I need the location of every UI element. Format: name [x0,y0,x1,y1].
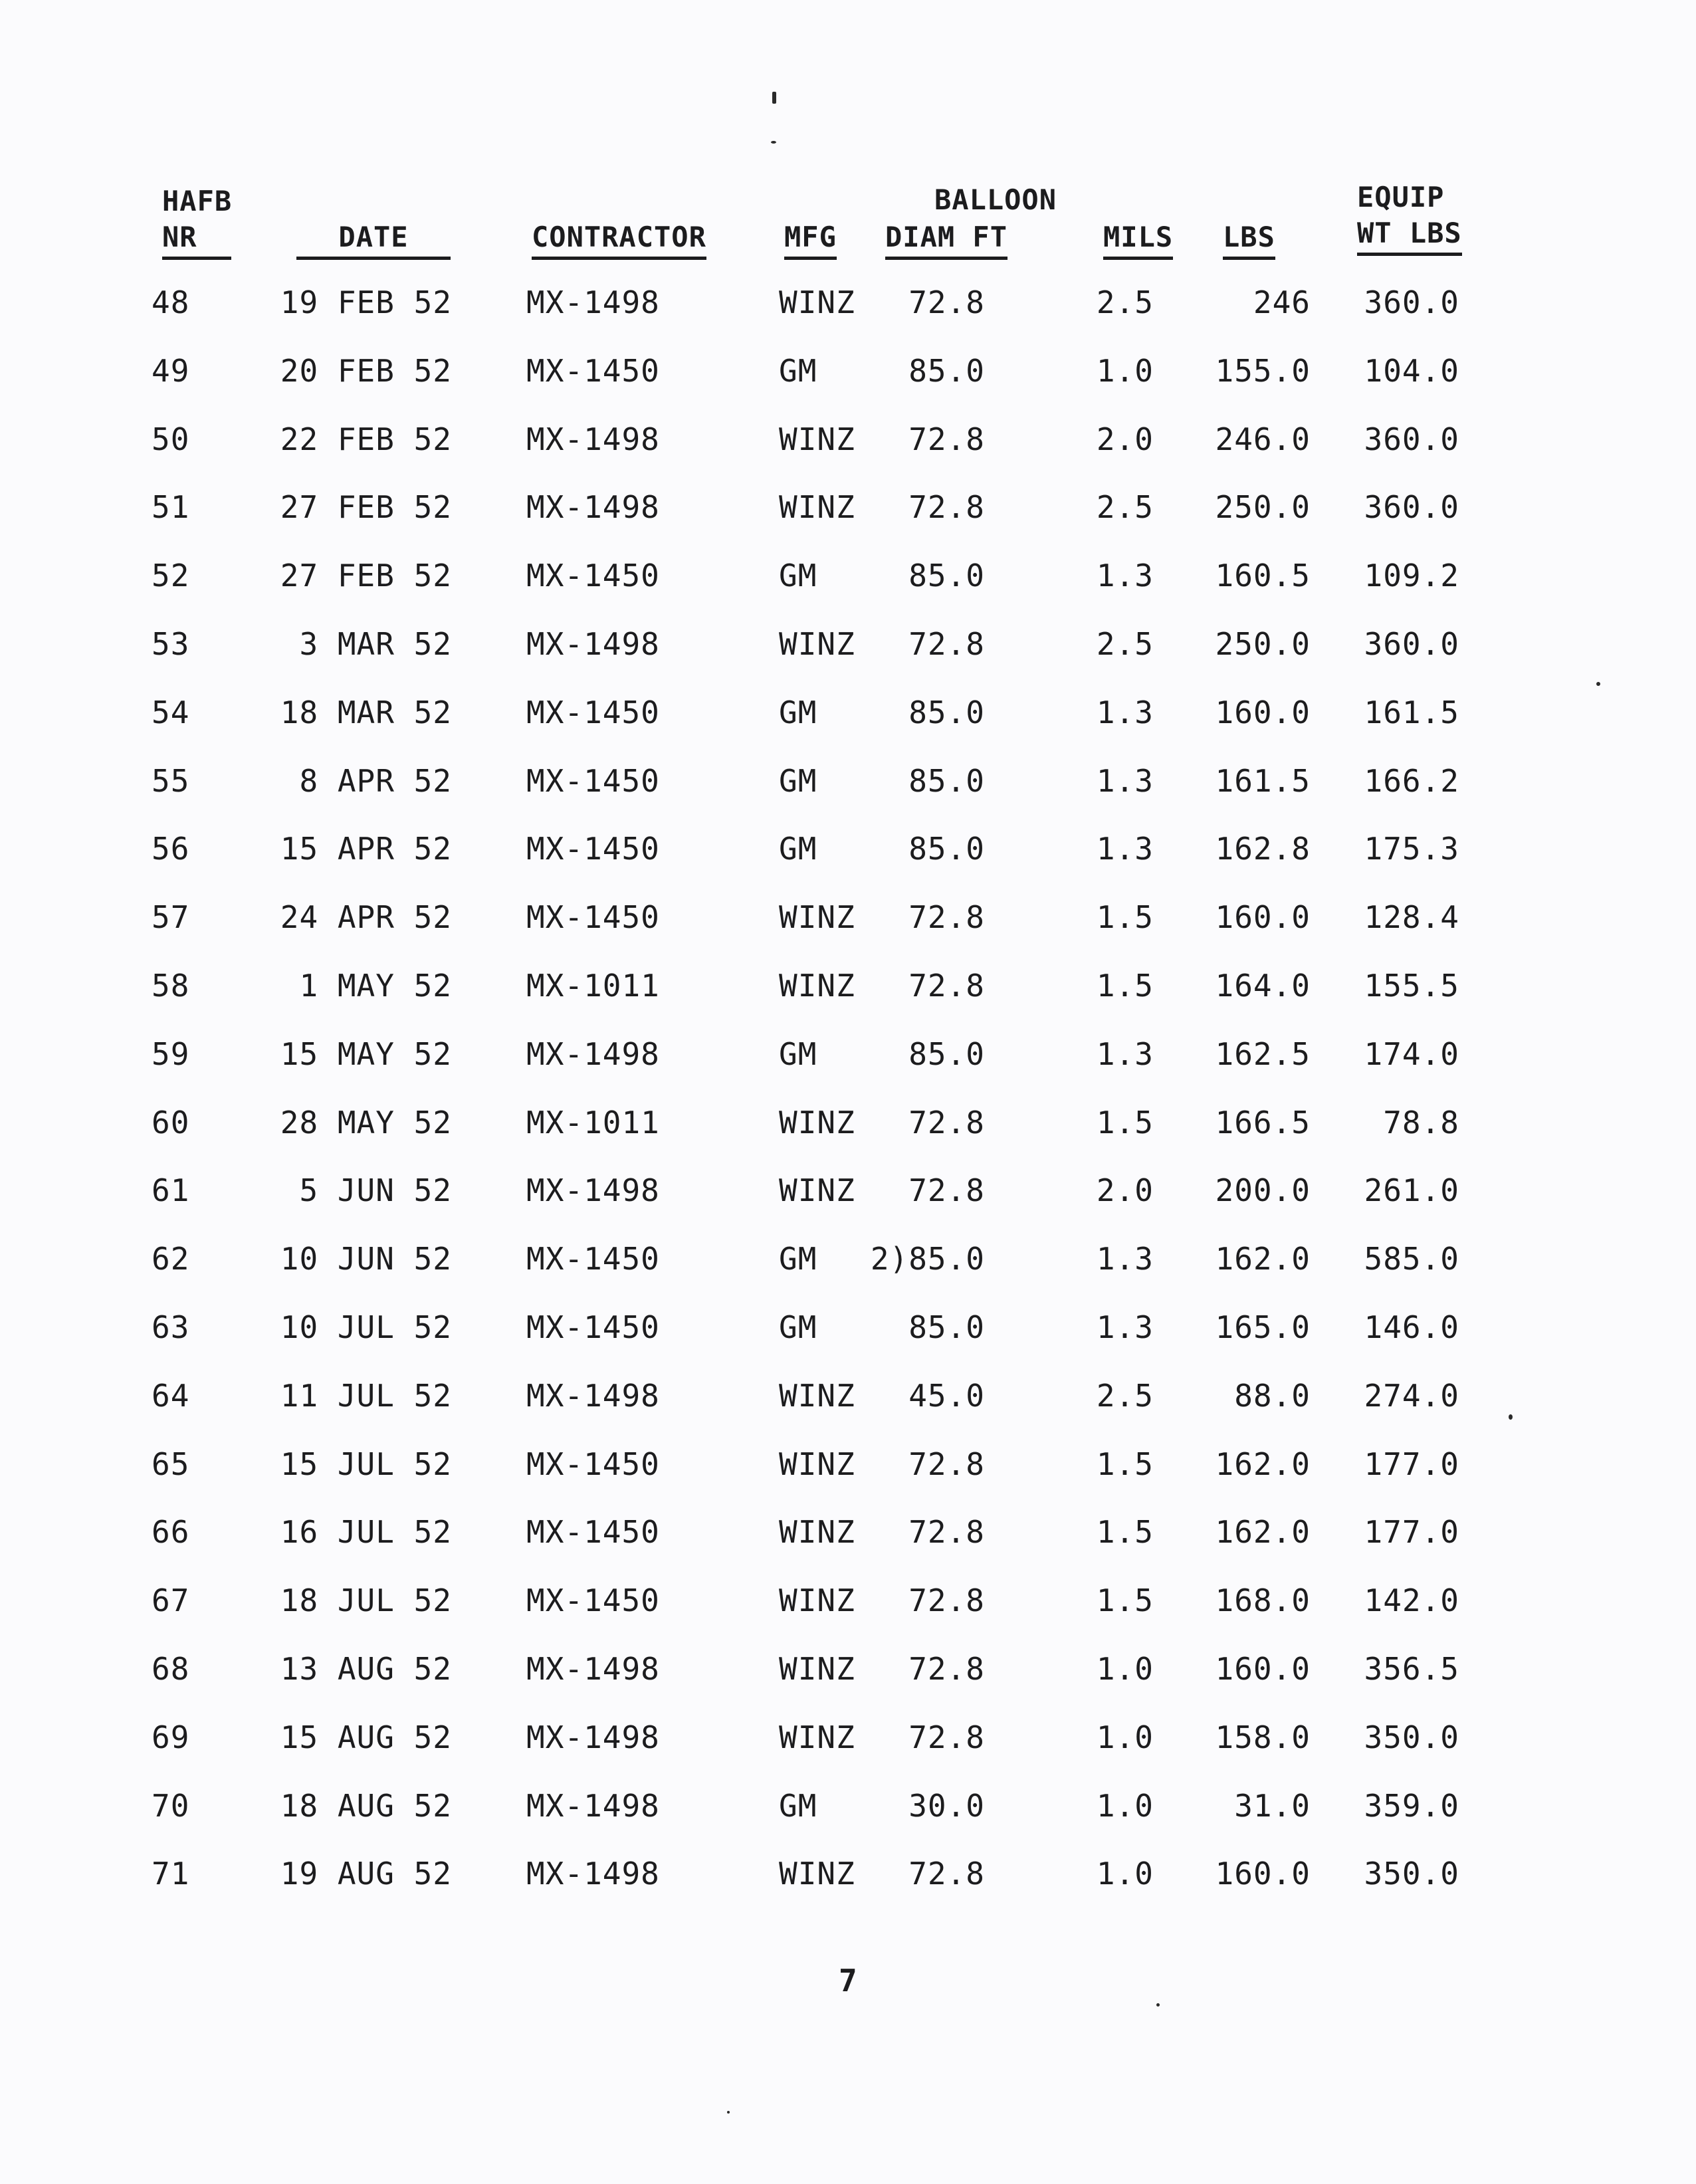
cell-hafb-nr: 68 [152,1651,190,1687]
cell-equip-wt: 174.0 [1364,1036,1459,1072]
cell-hafb-nr: 70 [152,1788,190,1824]
cell-contractor: MX-1450 [526,1309,660,1345]
cell-hafb-nr: 60 [152,1105,190,1141]
cell-mils: 1.3 [1096,1309,1154,1345]
cell-contractor: MX-1450 [526,899,660,935]
cell-contractor: MX-1498 [526,626,660,662]
cell-balloon-diam: 45.0 [908,1378,985,1414]
cell-balloon-diam: 2)85.0 [870,1241,985,1277]
table-row [0,348,1696,394]
cell-equip-wt: 177.0 [1364,1446,1459,1482]
cell-balloon-diam: 30.0 [908,1788,985,1824]
header-wt-lbs: WT LBS [1357,215,1462,256]
cell-date: 27 FEB 52 [280,489,452,525]
cell-equip-wt: 350.0 [1364,1719,1459,1755]
table-row [0,962,1696,1009]
table-row [0,279,1696,326]
cell-mils: 1.0 [1096,1856,1154,1892]
scan-speck [727,2111,730,2114]
cell-contractor: MX-1450 [526,1583,660,1618]
cell-lbs: 161.5 [1215,763,1311,799]
cell-mils: 1.3 [1096,763,1154,799]
header-hafb: HAFB [162,185,233,217]
cell-lbs: 155.0 [1215,353,1311,389]
cell-balloon-diam: 72.8 [908,1105,985,1141]
cell-equip-wt: 109.2 [1364,558,1459,594]
cell-date: 19 AUG 52 [280,1856,452,1892]
cell-mfg: WINZ [779,489,855,525]
cell-balloon-diam: 72.8 [908,489,985,525]
cell-lbs: 162.8 [1215,831,1311,867]
cell-contractor: MX-1498 [526,1036,660,1072]
page-number: 7 [839,1963,857,1999]
scan-speck [1509,1414,1513,1420]
cell-equip-wt: 155.5 [1364,968,1459,1004]
cell-lbs: 160.0 [1215,1856,1311,1892]
cell-mfg: GM [779,1788,817,1824]
cell-mfg: WINZ [779,1378,855,1414]
cell-contractor: MX-1011 [526,968,660,1004]
header-equip: EQUIP [1357,181,1445,213]
cell-contractor: MX-1498 [526,1378,660,1414]
table-row [0,689,1696,736]
cell-mils: 1.0 [1096,1651,1154,1687]
cell-date: 27 FEB 52 [280,558,452,594]
header-balloon: BALLOON [934,183,1057,216]
cell-hafb-nr: 54 [152,695,190,730]
cell-mfg: WINZ [779,1514,855,1550]
table-row [0,1441,1696,1487]
table-row [0,621,1696,667]
table-row [0,894,1696,940]
table-row [0,1167,1696,1214]
cell-hafb-nr: 64 [152,1378,190,1414]
cell-mils: 1.3 [1096,1036,1154,1072]
cell-lbs: 166.5 [1215,1105,1311,1141]
cell-mils: 1.3 [1096,831,1154,867]
cell-balloon-diam: 85.0 [908,831,985,867]
cell-equip-wt: 261.0 [1364,1172,1459,1208]
cell-mils: 2.0 [1096,1172,1154,1208]
cell-lbs: 250.0 [1215,489,1311,525]
table-row [0,416,1696,463]
cell-balloon-diam: 72.8 [908,1172,985,1208]
cell-equip-wt: 360.0 [1364,626,1459,662]
cell-contractor: MX-1450 [526,353,660,389]
cell-balloon-diam: 72.8 [908,1719,985,1755]
cell-mfg: WINZ [779,1856,855,1892]
cell-equip-wt: 585.0 [1364,1241,1459,1277]
cell-lbs: 200.0 [1215,1172,1311,1208]
cell-balloon-diam: 85.0 [908,1309,985,1345]
cell-balloon-diam: 85.0 [908,763,985,799]
header-nr: NR [162,219,231,260]
cell-contractor: MX-1498 [526,489,660,525]
cell-date: 24 APR 52 [280,899,452,935]
cell-date: 16 JUL 52 [280,1514,452,1550]
cell-hafb-nr: 50 [152,421,190,457]
cell-mils: 2.5 [1096,1378,1154,1414]
cell-mfg: WINZ [779,1719,855,1755]
cell-mils: 2.5 [1096,489,1154,525]
cell-equip-wt: 78.8 [1383,1105,1459,1141]
cell-date: 1 MAY 52 [299,968,452,1004]
cell-equip-wt: 356.5 [1364,1651,1459,1687]
cell-mfg: WINZ [779,626,855,662]
cell-contractor: MX-1450 [526,558,660,594]
cell-hafb-nr: 66 [152,1514,190,1550]
cell-mfg: GM [779,353,817,389]
cell-mils: 2.5 [1096,284,1154,320]
table-row [0,1850,1696,1897]
cell-hafb-nr: 53 [152,626,190,662]
cell-mils: 1.5 [1096,968,1154,1004]
cell-mils: 1.5 [1096,899,1154,935]
cell-lbs: 165.0 [1215,1309,1311,1345]
cell-equip-wt: 359.0 [1364,1788,1459,1824]
cell-contractor: MX-1498 [526,1651,660,1687]
cell-hafb-nr: 58 [152,968,190,1004]
cell-equip-wt: 166.2 [1364,763,1459,799]
cell-mfg: WINZ [779,1583,855,1618]
cell-contractor: MX-1450 [526,831,660,867]
table-row [0,1304,1696,1351]
cell-lbs: 160.0 [1215,899,1311,935]
cell-mfg: WINZ [779,284,855,320]
header-contractor: CONTRACTOR [532,219,706,260]
cell-equip-wt: 128.4 [1364,899,1459,935]
table-row [0,1236,1696,1282]
cell-date: 28 MAY 52 [280,1105,452,1141]
cell-hafb-nr: 61 [152,1172,190,1208]
cell-balloon-diam: 85.0 [908,353,985,389]
cell-equip-wt: 142.0 [1364,1583,1459,1618]
cell-date: 11 JUL 52 [280,1378,452,1414]
cell-contractor: MX-1450 [526,1446,660,1482]
cell-mfg: WINZ [779,899,855,935]
cell-lbs: 162.0 [1215,1514,1311,1550]
cell-balloon-diam: 85.0 [908,558,985,594]
cell-balloon-diam: 72.8 [908,1583,985,1618]
cell-lbs: 160.0 [1215,695,1311,730]
cell-mils: 1.3 [1096,1241,1154,1277]
table-row [0,758,1696,804]
cell-contractor: MX-1498 [526,284,660,320]
table-row [0,1714,1696,1761]
cell-hafb-nr: 65 [152,1446,190,1482]
cell-hafb-nr: 69 [152,1719,190,1755]
cell-balloon-diam: 72.8 [908,626,985,662]
cell-lbs: 162.5 [1215,1036,1311,1072]
cell-lbs: 164.0 [1215,968,1311,1004]
cell-hafb-nr: 59 [152,1036,190,1072]
cell-mils: 1.0 [1096,353,1154,389]
cell-lbs: 160.0 [1215,1651,1311,1687]
cell-date: 5 JUN 52 [299,1172,452,1208]
cell-date: 22 FEB 52 [280,421,452,457]
cell-date: 18 AUG 52 [280,1788,452,1824]
table-row [0,552,1696,599]
cell-lbs: 162.0 [1215,1446,1311,1482]
table-row [0,1783,1696,1829]
cell-mfg: WINZ [779,1105,855,1141]
cell-hafb-nr: 71 [152,1856,190,1892]
cell-date: 8 APR 52 [299,763,452,799]
header-date: DATE [296,219,451,260]
cell-lbs: 160.5 [1215,558,1311,594]
cell-mils: 1.0 [1096,1788,1154,1824]
cell-lbs: 168.0 [1215,1583,1311,1618]
scan-speck [1596,682,1600,686]
cell-balloon-diam: 72.8 [908,899,985,935]
cell-date: 13 AUG 52 [280,1651,452,1687]
cell-mfg: GM [779,558,817,594]
cell-hafb-nr: 63 [152,1309,190,1345]
cell-mfg: WINZ [779,968,855,1004]
table-row [0,1577,1696,1624]
cell-date: 15 JUL 52 [280,1446,452,1482]
cell-date: 15 MAY 52 [280,1036,452,1072]
cell-lbs: 31.0 [1234,1788,1311,1824]
table-row [0,1509,1696,1555]
cell-contractor: MX-1498 [526,1788,660,1824]
cell-mfg: WINZ [779,421,855,457]
table-row [0,1372,1696,1419]
header-lbs: LBS [1223,219,1275,260]
cell-balloon-diam: 85.0 [908,1036,985,1072]
cell-equip-wt: 146.0 [1364,1309,1459,1345]
cell-equip-wt: 360.0 [1364,284,1459,320]
cell-contractor: MX-1011 [526,1105,660,1141]
cell-date: 10 JUL 52 [280,1309,452,1345]
cell-mfg: WINZ [779,1651,855,1687]
cell-contractor: MX-1450 [526,695,660,730]
cell-contractor: MX-1498 [526,1719,660,1755]
cell-mils: 2.5 [1096,626,1154,662]
cell-mils: 2.0 [1096,421,1154,457]
cell-equip-wt: 274.0 [1364,1378,1459,1414]
header-mfg: MFG [784,219,837,260]
cell-mils: 1.0 [1096,1719,1154,1755]
cell-lbs: 246.0 [1215,421,1311,457]
cell-mils: 1.3 [1096,558,1154,594]
cell-balloon-diam: 72.8 [908,1856,985,1892]
cell-date: 18 JUL 52 [280,1583,452,1618]
cell-contractor: MX-1498 [526,1172,660,1208]
table-row [0,484,1696,530]
header-diam-ft: DIAM FT [885,219,1007,260]
header-mils: MILS [1103,219,1173,260]
cell-equip-wt: 350.0 [1364,1856,1459,1892]
cell-balloon-diam: 72.8 [908,284,985,320]
scan-speck [771,141,776,144]
cell-balloon-diam: 72.8 [908,1651,985,1687]
cell-contractor: MX-1450 [526,1241,660,1277]
cell-equip-wt: 360.0 [1364,421,1459,457]
cell-contractor: MX-1450 [526,1514,660,1550]
cell-balloon-diam: 72.8 [908,968,985,1004]
scan-mark [772,92,776,104]
cell-date: 3 MAR 52 [299,626,452,662]
cell-equip-wt: 360.0 [1364,489,1459,525]
cell-date: 18 MAR 52 [280,695,452,730]
cell-date: 19 FEB 52 [280,284,452,320]
cell-lbs: 162.0 [1215,1241,1311,1277]
cell-lbs: 250.0 [1215,626,1311,662]
cell-mfg: GM [779,1241,817,1277]
scan-speck [1156,2003,1160,2007]
cell-hafb-nr: 51 [152,489,190,525]
cell-mfg: WINZ [779,1172,855,1208]
cell-contractor: MX-1498 [526,421,660,457]
cell-mils: 1.5 [1096,1583,1154,1618]
cell-mils: 1.5 [1096,1446,1154,1482]
cell-equip-wt: 175.3 [1364,831,1459,867]
cell-balloon-diam: 72.8 [908,421,985,457]
cell-hafb-nr: 55 [152,763,190,799]
cell-hafb-nr: 62 [152,1241,190,1277]
cell-date: 10 JUN 52 [280,1241,452,1277]
cell-hafb-nr: 49 [152,353,190,389]
cell-mils: 1.3 [1096,695,1154,730]
cell-hafb-nr: 67 [152,1583,190,1618]
cell-mfg: GM [779,1036,817,1072]
cell-balloon-diam: 72.8 [908,1514,985,1550]
cell-mfg: GM [779,763,817,799]
cell-date: 20 FEB 52 [280,353,452,389]
table-row [0,1099,1696,1146]
cell-balloon-diam: 72.8 [908,1446,985,1482]
cell-mfg: GM [779,695,817,730]
cell-balloon-diam: 85.0 [908,695,985,730]
table-row [0,1031,1696,1077]
cell-hafb-nr: 48 [152,284,190,320]
cell-equip-wt: 177.0 [1364,1514,1459,1550]
cell-lbs: 158.0 [1215,1719,1311,1755]
cell-equip-wt: 161.5 [1364,695,1459,730]
cell-mfg: GM [779,1309,817,1345]
cell-hafb-nr: 52 [152,558,190,594]
cell-hafb-nr: 57 [152,899,190,935]
cell-mils: 1.5 [1096,1105,1154,1141]
table-row [0,1646,1696,1692]
cell-mfg: WINZ [779,1446,855,1482]
cell-lbs: 246 [1253,284,1311,320]
cell-contractor: MX-1450 [526,763,660,799]
cell-mfg: GM [779,831,817,867]
cell-mils: 1.5 [1096,1514,1154,1550]
table-row [0,825,1696,872]
cell-hafb-nr: 56 [152,831,190,867]
cell-date: 15 AUG 52 [280,1719,452,1755]
cell-date: 15 APR 52 [280,831,452,867]
cell-equip-wt: 104.0 [1364,353,1459,389]
cell-lbs: 88.0 [1234,1378,1311,1414]
cell-contractor: MX-1498 [526,1856,660,1892]
